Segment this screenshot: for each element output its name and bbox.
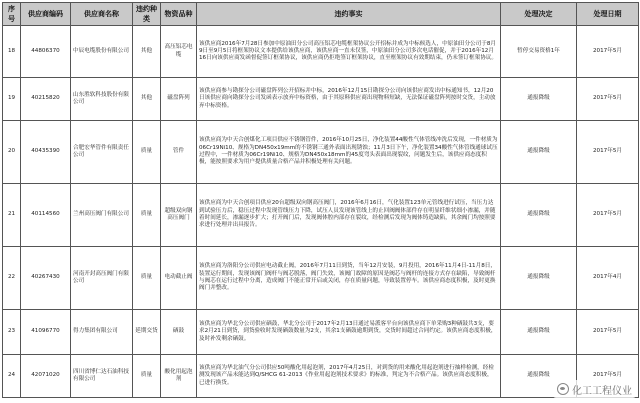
violation-facts: 该供应商2016年7月28日参加中原油田分公司高压铝芯电缆框架协议公开招标并成为中标候选人，中原油田分公司于8月9日至9月5日将框架协议文本提供给该供应商，该供应商一直未仅签，中原油田分公司多次电话催促，并于2016年12月16日向该供应商发函督促签订框架协议，该供应商仍拒绝签订框架协议，直至框架协议有效期结束，仍未签订框架协议。 bbox=[197, 26, 501, 78]
decision-date: 2017年4月 bbox=[577, 247, 639, 310]
supplier-code: 41096770 bbox=[21, 310, 71, 355]
violation-facts: 该供应商为华北油气分公司供应50吨酸化用起泡剂，2017年4月25日，对到货的用来酸化用起泡剂进行抽样检测，经检测发现该产品未能达到Q/SHCG 61-2013《作业用起泡剂技术要求》的标准，判定为不合格产品。该供应商态度积极，已进行换货。 bbox=[197, 355, 501, 398]
supplier-code: 42071020 bbox=[21, 355, 71, 398]
row-number: 21 bbox=[3, 184, 21, 247]
row-number: 18 bbox=[3, 26, 21, 78]
decision: 通报降级 bbox=[501, 78, 577, 121]
decision: 暂停交易资格1年 bbox=[501, 26, 577, 78]
row-number: 22 bbox=[3, 247, 21, 310]
material-type: 高压铝芯电缆 bbox=[161, 26, 197, 78]
supplier-code: 40267430 bbox=[21, 247, 71, 310]
header-code: 供应商编码 bbox=[21, 3, 71, 26]
header-type: 违约种类 bbox=[133, 3, 161, 26]
watermark bbox=[553, 380, 636, 398]
table-row bbox=[3, 355, 639, 398]
header-material: 物资品种 bbox=[161, 3, 197, 26]
decision-date: 2017年5月 bbox=[577, 184, 639, 247]
material-type: 酸化用起泡剂 bbox=[161, 355, 197, 398]
violation-facts: 该供应商为中天合创项目供应20台超级双向钢高压阀门，2016年6月16日，气化装置123单元管线进行试压，当压力达到试验压力后，稳压过程中发现管线压力下降，试压人员发现该管线上的止回阀阀体部件存在明显纤维状细小渗漏，并随着时间延长，渗漏逐步扩大；打开阀门后，发现阀体腔内部存在裂纹，经检测后发现为阀体铸造缺陷，其余阀门均按照要求进行处理并出具报告。 bbox=[197, 184, 501, 247]
decision-date: 2017年5月 bbox=[577, 355, 639, 398]
supplier-name: 得力集团有限公司 bbox=[71, 310, 133, 355]
decision: 通报降级 bbox=[501, 247, 577, 310]
decision: 通报降级 bbox=[501, 355, 577, 398]
table-row bbox=[3, 121, 639, 184]
header-decision: 处理决定 bbox=[501, 3, 577, 26]
table-header-row bbox=[3, 3, 639, 26]
decision-date: 2017年5月 bbox=[577, 78, 639, 121]
violation-table bbox=[2, 2, 639, 398]
decision: 通报降级 bbox=[501, 121, 577, 184]
row-number: 24 bbox=[3, 355, 21, 398]
violation-type: 延期交货 bbox=[133, 310, 161, 355]
supplier-name: 中辰电缆股份有限公司 bbox=[71, 26, 133, 78]
violation-type: 质量 bbox=[133, 247, 161, 310]
violation-facts: 该供应商为华北分公司供应硒鼓，华北分公司于2017年2月13日通过易派客平台向该供应商下单采购3种硒鼓共3支，要求2月21日到货，到货验收时发现硒鼓数量为2支，其余1支硒鼓逾期到货，交货时间超过合同约定。该供应商态度积极，及时补发剩余硒鼓。 bbox=[197, 310, 501, 355]
supplier-code: 40215820 bbox=[21, 78, 71, 121]
supplier-name: 河南开封高压阀门有限公司 bbox=[71, 247, 133, 310]
table-row bbox=[3, 184, 639, 247]
table-row bbox=[3, 78, 639, 121]
violation-facts: 该供应商为中天合创煤化工项目供应不锈钢管件，2016年10月25日，净化装置44酸性气体管线冲洗后发现，一件材质为06Cr19Ni10、规格为DN450x19mm的不锈钢三通外表面出现锈蚀；11月3日下午，净化装置34酸性气体管线通球试压过程中，一件材质为06Cr19Ni10、规格为DN450x18mm的45度弯头表面出现裂纹，问题发生后，该供应商态度积极，能按照要求为用户提供质量合格产品并积极处理有关问题。 bbox=[197, 121, 501, 184]
supplier-code: 44806370 bbox=[21, 26, 71, 78]
supplier-name: 山东胜软科技股份有限公司 bbox=[71, 78, 133, 121]
table-row bbox=[3, 247, 639, 310]
watermark-text: 化工工程仪业 bbox=[572, 385, 632, 397]
material-type: 硒鼓 bbox=[161, 310, 197, 355]
material-type: 电动截止阀 bbox=[161, 247, 197, 310]
table-row bbox=[3, 26, 639, 78]
table-row bbox=[3, 310, 639, 355]
row-number: 23 bbox=[3, 310, 21, 355]
violation-type: 质量 bbox=[133, 184, 161, 247]
row-number: 20 bbox=[3, 121, 21, 184]
decision-date: 2017年5月 bbox=[577, 26, 639, 78]
decision-date: 2017年5月 bbox=[577, 121, 639, 184]
wechat-icon bbox=[557, 383, 569, 395]
violation-type: 其他 bbox=[133, 78, 161, 121]
decision: 通报降级 bbox=[501, 310, 577, 355]
header-name: 供应商名称 bbox=[71, 3, 133, 26]
violation-type: 质量 bbox=[133, 121, 161, 184]
supplier-name: 兰州高压阀门有限公司 bbox=[71, 184, 133, 247]
supplier-name: 合肥宏华管件有限责任公司 bbox=[71, 121, 133, 184]
material-type: 管件 bbox=[161, 121, 197, 184]
row-number: 19 bbox=[3, 78, 21, 121]
violation-facts: 该供应商为洛阳分公司供应电动截止阀，2016年7月11日到货，当年12月安装，9月投用，2016年11月4日-11月8日，装置运行期间，发现该阀门阀杆与阀芯脱落，阀门失效，该阀门故障的原因是阀芯与阀杆的连接方式存在缺陷，导致阀杆与阀芯在运行过程中分离，造成阀门不能正常开启或关闭，存在质量问题，导致装置停车。该供应商态度积极，及时更换阀门并整改。 bbox=[197, 247, 501, 310]
decision-date: 2017年5月 bbox=[577, 310, 639, 355]
header-facts: 违约事实 bbox=[197, 3, 501, 26]
violation-type: 质量 bbox=[133, 355, 161, 398]
supplier-name: 四川省博仁达石油科技有限公司 bbox=[71, 355, 133, 398]
header-no: 序号 bbox=[3, 3, 21, 26]
supplier-code: 40114560 bbox=[21, 184, 71, 247]
material-type: 超级双向钢高压阀门 bbox=[161, 184, 197, 247]
header-date: 处理日期 bbox=[577, 3, 639, 26]
violation-type: 其他 bbox=[133, 26, 161, 78]
supplier-code: 40435390 bbox=[21, 121, 71, 184]
material-type: 磁盘阵列 bbox=[161, 78, 197, 121]
decision: 通报降级 bbox=[501, 184, 577, 247]
violation-facts: 该供应商参与勘探分公司磁盘阵列公开招标并中标，2016年12月15日勘探分公司向该供应商发出中标通知书，12月20日该供应商向勘探分公司发函表示放弃中标资格，由于其原料供应商出现物料短缺，无法保证磁盘阵列按时交货，主动放弃中标资格。 bbox=[197, 78, 501, 121]
